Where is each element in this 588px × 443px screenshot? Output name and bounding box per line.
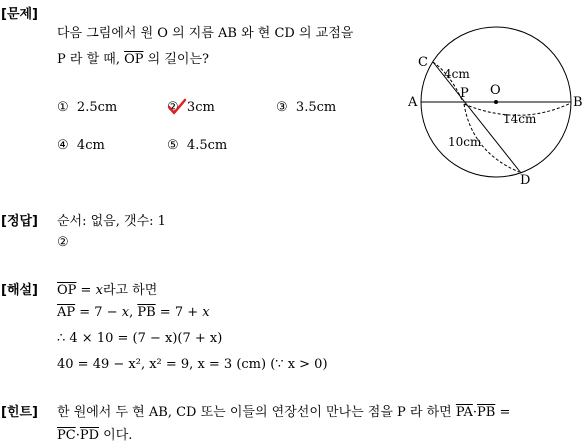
choice-4-text: 4cm xyxy=(76,138,105,153)
choice-5-number: ⑤ xyxy=(167,138,179,153)
hint-line-1-text: 한 원에서 두 현 AB, CD 또는 이들의 연장선이 만나는 점을 P 라 하면 xyxy=(57,405,452,420)
choice-2-number: ② xyxy=(167,100,179,115)
hint-line-2-post: 이다. xyxy=(103,428,133,443)
segment-pb: $\overline{PB}$ xyxy=(476,405,496,420)
choice-5[interactable] xyxy=(167,138,227,153)
problem-line-2-post: 의 길이는? xyxy=(147,52,209,67)
label-a: A xyxy=(408,95,418,110)
equals-sign: = xyxy=(499,405,511,420)
variable-x: x xyxy=(202,305,210,320)
expression-pb: = 7 + xyxy=(159,305,203,320)
length-pd: 10cm xyxy=(448,135,482,149)
choice-3-text: 3.5cm xyxy=(295,100,337,115)
answer-label: [정답] xyxy=(1,214,38,229)
hint-label: [힌트] xyxy=(1,405,38,420)
length-cp: 4cm xyxy=(444,67,470,81)
explanation-line-3: ∴ 4 × 10 = (7 − x)(7 + x) xyxy=(57,331,223,346)
problem-line-2-pre: P 라 할 때, xyxy=(57,52,120,67)
label-p: P xyxy=(460,86,469,101)
hint-line-1 xyxy=(57,401,510,420)
explanation-line-2 xyxy=(57,305,210,320)
variable-x: x xyxy=(121,305,130,320)
dot-operator: · xyxy=(75,428,80,443)
label-d: D xyxy=(520,173,531,188)
length-pb: 14cm xyxy=(503,112,537,126)
explanation-line-1-post: 라고 하면 xyxy=(102,283,158,298)
label-o: O xyxy=(490,83,501,98)
segment-pd: $\overline{PD}$ xyxy=(79,428,100,443)
choice-3-number: ③ xyxy=(276,100,288,115)
selected-check-icon xyxy=(167,98,187,116)
center-dot xyxy=(494,100,498,104)
choice-3[interactable] xyxy=(276,100,336,115)
explanation-line-1 xyxy=(57,279,157,298)
comma: , xyxy=(129,305,138,320)
label-b: B xyxy=(573,95,583,110)
problem-line-2 xyxy=(57,48,209,67)
equals-sign: = xyxy=(80,283,92,298)
hint-line-2 xyxy=(57,424,132,443)
explanation-label: [해설] xyxy=(1,283,38,298)
variable-x: x xyxy=(95,283,103,298)
choice-1-text: 2.5cm xyxy=(76,100,118,115)
choice-2-text: 3cm xyxy=(186,100,215,115)
answer-line-1: 순서: 없음, 갯수: 1 xyxy=(57,214,166,229)
segment-ap: $\overline{AP}$ xyxy=(57,305,76,320)
label-c: C xyxy=(418,55,428,70)
segment-pc: $\overline{PC}$ xyxy=(57,428,76,443)
choice-1-number: ① xyxy=(57,100,69,115)
segment-op: $\overline{OP}$ xyxy=(124,52,144,67)
expression-ap: = 7 − xyxy=(79,305,122,320)
problem-label: [문제] xyxy=(1,7,38,22)
problem-line-1: 다음 그림에서 원 O 의 지름 AB 와 현 CD 의 교점을 xyxy=(57,26,354,41)
choice-4[interactable] xyxy=(57,138,105,153)
choice-1[interactable] xyxy=(57,100,117,115)
segment-op: $\overline{OP}$ xyxy=(57,283,77,298)
choice-5-text: 4.5cm xyxy=(186,138,228,153)
answer-line-2: ② xyxy=(57,235,69,250)
segment-pa: $\overline{PA}$ xyxy=(455,405,473,420)
circle-figure xyxy=(400,22,588,192)
choice-4-number: ④ xyxy=(57,138,69,153)
segment-pb: $\overline{PB}$ xyxy=(137,305,156,320)
dot-operator: · xyxy=(472,405,477,420)
explanation-line-4: 40 = 49 − x², x² = 9, x = 3 (cm) (∵ x > 0) xyxy=(57,357,328,372)
